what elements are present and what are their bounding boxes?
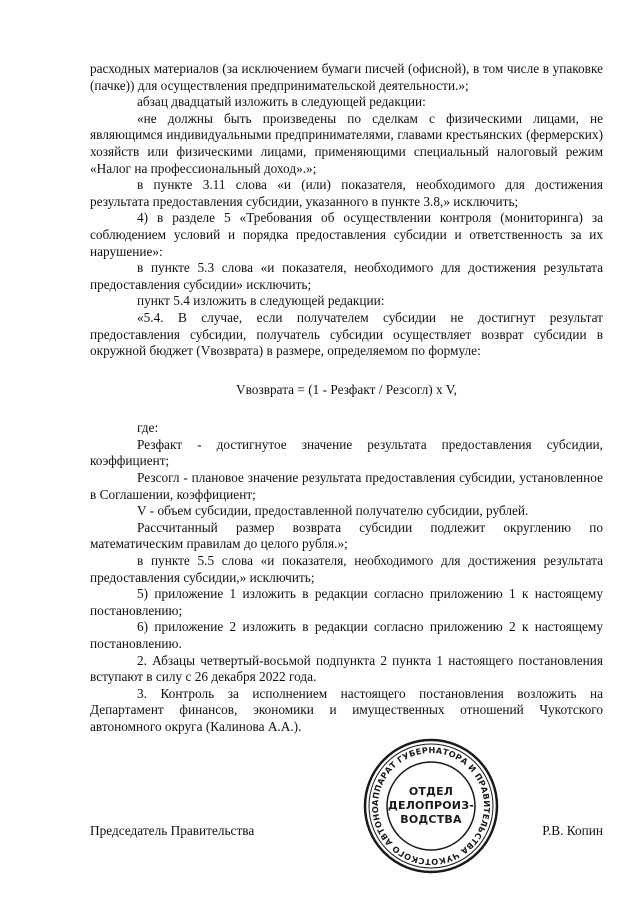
paragraph: 6) приложение 2 изложить в редакции согласно приложению 2 к настоящему постановлению. <box>90 619 603 651</box>
paragraph: «не должны быть произведены по сделкам с физическими лицами, не являющимся индивидуальными предпринимателями, главами крестьянских (фермерских) хозяйств или физическими лицами, применяющими специальный налоговый режим «Налог на профессиональный доход».»; <box>90 110 603 176</box>
paragraph-group-2 <box>90 420 603 735</box>
signatory-position: Председатель Правительства <box>90 823 255 838</box>
formula: Vвозврата = (1 - Резфакт / Резсогл) x V, <box>236 381 457 397</box>
paragraph: расходных материалов (за исключением бумаги писчей (офисной), в том числе в упаковке (пачке)) для осуществления предпринимательской деятельности.»; <box>90 61 603 93</box>
stamp-line-1: ОТДЕЛ <box>408 785 454 798</box>
paragraph: Резсогл - плановое значение результата предоставления субсидии, установленное в Соглашении, коэффициент; <box>90 470 603 502</box>
paragraph-group-1 <box>90 61 603 360</box>
paragraph: V - объем субсидии, предоставленной получателю субсидии, рублей. <box>137 503 529 519</box>
paragraph: в пункте 5.3 слова «и показателя, необходимого для достижения результата предоставления субсидии» исключить; <box>90 260 603 292</box>
paragraph: Рассчитанный размер возврата субсидии подлежит округлению по математическим правилам до целого рубля.»; <box>90 519 603 552</box>
paragraph: 4) в разделе 5 «Требования об осуществлении контроля (мониторинга) за соблюдением условий и порядка предоставления субсидии и ответственность за их нарушение»: <box>90 210 603 259</box>
document-body <box>90 61 603 736</box>
paragraph: Резфакт - достигнутое значение результата предоставления субсидии, коэффициент; <box>90 436 603 469</box>
paragraph: 2. Абзацы четвертый-восьмой подпункта 2 пункта 1 настоящего постановления вступают в силу с 26 декабря 2022 года. <box>90 652 603 685</box>
paragraph: в пункте 5.5 слова «и показателя, необходимого для достижения результата предоставления субсидии,» исключить; <box>90 553 603 585</box>
stamp-line-3: ВОДСТВА <box>400 813 462 826</box>
stamp-ring-text: АППАРАТ ГУБЕРНАТОРА И ПРАВИТЕЛЬСТВА ЧУКОТСКОГО АВТОНО <box>369 744 493 868</box>
signatory-name: Р.В. Копин <box>542 823 603 838</box>
paragraph: пункт 5.4 изложить в следующей редакции: <box>137 293 385 309</box>
paragraph: где: <box>137 420 159 436</box>
paragraph: абзац двадцатый изложить в следующей редакции: <box>137 94 426 110</box>
stamp-center-text <box>362 737 500 875</box>
paragraph: 5) приложение 1 изложить в редакции согласно приложению 1 к настоящему постановлению; <box>90 586 603 618</box>
paragraph: «5.4. В случае, если получателем субсидии не достигнут результат предоставления субсидии, получатель субсидии осуществляет возврат субсидии в окружной бюджет (Vвозврата) в размере, определяемом по формуле: <box>90 309 603 359</box>
paragraph: 3. Контроль за исполнением настоящего постановления возложить на Департамент финансов, экономики и имущественных отношений Чукотского автономного округа (Калинова А.А.). <box>90 685 603 734</box>
stamp-line-2: ДЕЛОПРОИЗ- <box>387 799 474 812</box>
office-stamp <box>362 737 500 875</box>
paragraph: в пункте 3.11 слова «и (или) показателя, необходимого для достижения результата предоставления субсидии, указанного в пункте 3.8,» исключить; <box>90 177 603 209</box>
